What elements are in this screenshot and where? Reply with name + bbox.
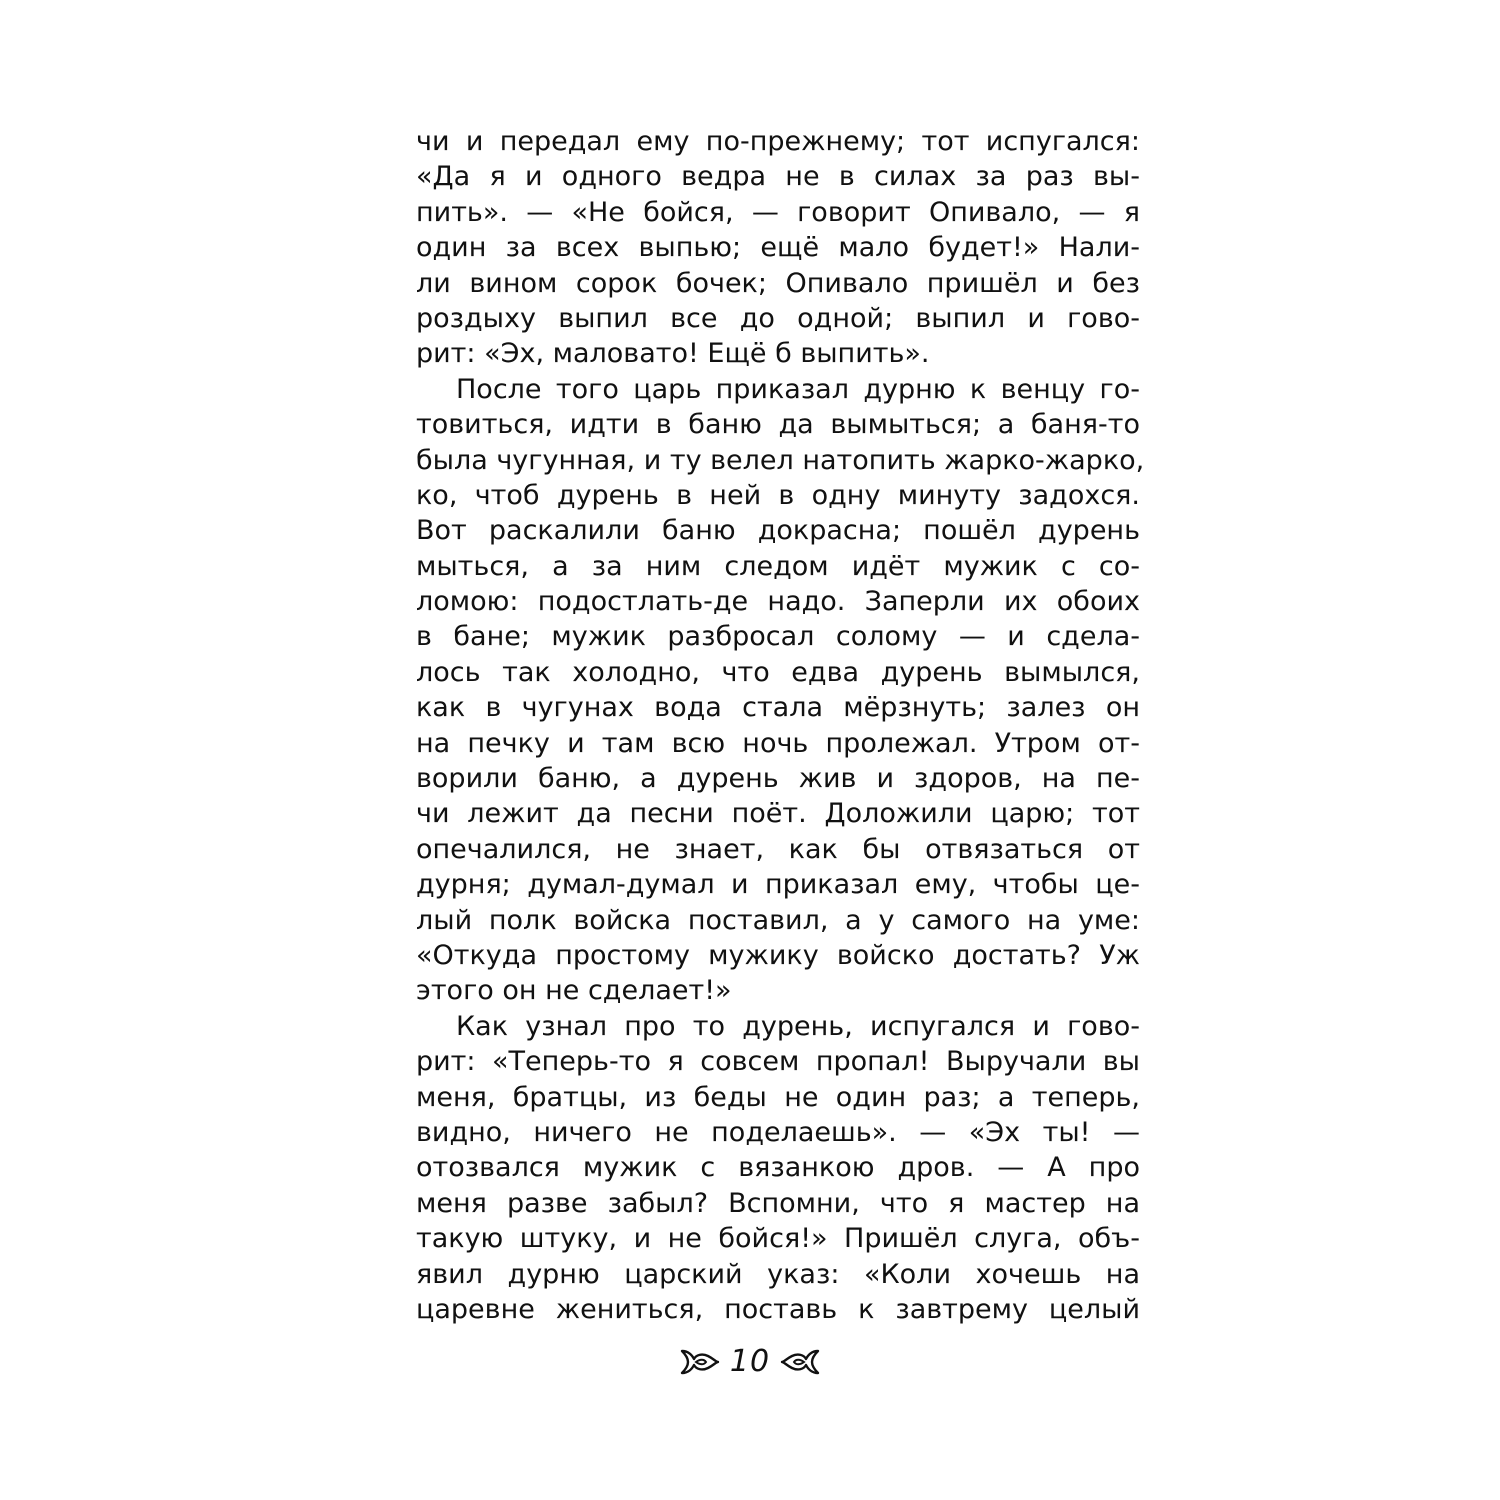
- text-line: в бане; мужик разбросал солому — и сдела-: [416, 621, 1140, 653]
- page-number: 10: [729, 1344, 771, 1379]
- text-line: этого он не сделает!»: [416, 975, 732, 1007]
- text-line: лось так холодно, что едва дурень вымылся,: [416, 656, 1140, 688]
- text-line: рит: «Эх, маловато! Ещё б выпить».: [416, 338, 930, 370]
- swirl-ornament-right-icon: [778, 1347, 822, 1377]
- text-line: царевне жениться, поставь к завтрему целый: [416, 1293, 1140, 1325]
- text-line: явил дурню царский указ: «Коли хочешь на: [416, 1258, 1140, 1290]
- text-line: видно, ничего не поделаешь». — «Эх ты! —: [416, 1116, 1140, 1148]
- swirl-ornament-left-icon: [678, 1347, 722, 1377]
- text-line: чи лежит да песни поёт. Доложили царю; тот: [416, 798, 1140, 830]
- text-line: «Да я и одного ведра не в силах за раз вы-: [416, 161, 1140, 193]
- text-line: была чугунная, и ту велел натопить жарко-жарко,: [416, 444, 1145, 476]
- text-line: чи и передал ему по-прежнему; тот испугался:: [416, 126, 1140, 157]
- text-line: После того царь приказал дурню к венцу го-: [456, 373, 1140, 405]
- text-line: дурня; думал-думал и приказал ему, чтобы це-: [416, 869, 1140, 901]
- text-line: Вот раскалили баню докрасна; пошёл дурень: [416, 515, 1140, 547]
- text-line: ли вином сорок бочек; Опивало пришёл и без: [416, 267, 1140, 299]
- page-footer: [0, 1340, 1500, 1384]
- text-line: опечалился, не знает, как бы отвязаться от: [416, 833, 1140, 865]
- text-line: ко, чтоб дурень в ней в одну минуту задохся.: [416, 479, 1140, 511]
- text-line: ворили баню, а дурень жив и здоров, на пе-: [416, 763, 1140, 795]
- text-line: роздыху выпил все до одной; выпил и гово-: [416, 302, 1140, 334]
- text-line: один за всех выпью; ещё мало будет!» Нали-: [416, 232, 1140, 264]
- text-line: отозвался мужик с вязанкою дров. — А про: [416, 1152, 1140, 1184]
- text-line: рит: «Теперь-то я совсем пропал! Выручали вы: [416, 1046, 1140, 1078]
- text-line: меня, братцы, из беды не один раз; а теперь,: [416, 1081, 1140, 1113]
- page-body: [416, 124, 1145, 1327]
- text-line: мыться, а за ним следом идёт мужик с со-: [416, 550, 1140, 582]
- text-line: товиться, идти в баню да вымыться; а баня-то: [416, 409, 1140, 441]
- text-line: лый полк войска поставил, а у самого на уме:: [416, 904, 1140, 936]
- text-line: ломою: подостлать-де надо. Заперли их обоих: [416, 586, 1140, 618]
- text-line: пить». — «Не бойся, — говорит Опивало, — я: [416, 196, 1140, 228]
- text-line: меня разве забыл? Вспомни, что я мастер на: [416, 1187, 1140, 1219]
- text-line: Как узнал про то дурень, испугался и гово-: [456, 1010, 1140, 1042]
- text-line: как в чугунах вода стала мёрзнуть; залез он: [416, 692, 1140, 724]
- text-line: такую штуку, и не бойся!» Пришёл слуга, объ-: [416, 1223, 1140, 1255]
- text-line: на печку и там всю ночь пролежал. Утром от-: [416, 727, 1140, 759]
- text-line: «Откуда простому мужику войско достать? Уж: [416, 939, 1140, 971]
